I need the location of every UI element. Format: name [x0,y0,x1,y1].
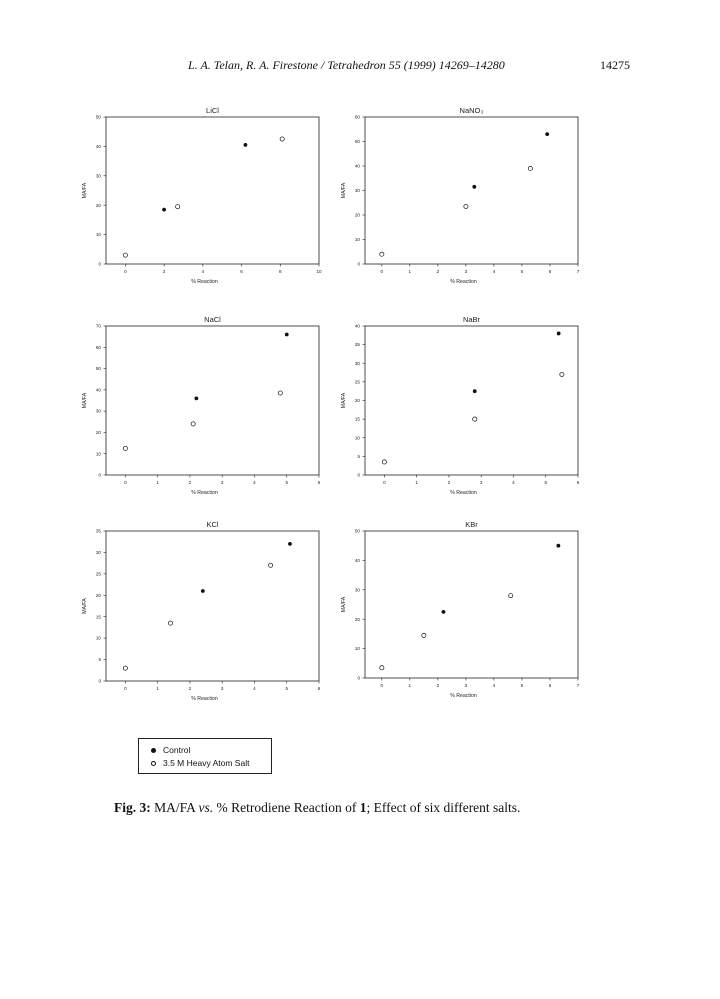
x-tick-label: 0 [383,480,386,485]
open-circle-icon [151,761,156,766]
y-tick-label: 50 [354,139,360,145]
y-tick-label: 0 [98,678,101,684]
y-tick-label: 30 [354,587,360,593]
x-tick-label: 4 [492,269,496,274]
panel-title: NaBr [462,315,481,324]
y-tick-label: 60 [95,344,101,350]
panel-title: NaCl [204,315,221,324]
y-tick-label: 40 [95,144,101,149]
data-point-control [545,132,549,136]
data-point-control [244,143,248,147]
x-axis-title: % Reaction [191,490,218,496]
caption-italic: vs. [198,800,214,815]
y-tick-label: 30 [354,188,360,194]
y-tick-label: 5 [357,453,360,459]
y-tick-label: 20 [95,202,101,208]
plot-frame [106,117,319,264]
x-tick-label: 0 [124,480,127,485]
y-tick-label: 20 [354,212,360,218]
y-tick-label: 40 [354,558,360,563]
x-tick-label: 7 [576,269,580,274]
y-tick-label: 10 [354,237,360,243]
x-tick-label: 4 [512,480,515,485]
filled-circle-icon [151,748,156,753]
panel-title: KBr [465,520,478,529]
x-tick-label: 2 [436,683,440,688]
x-tick-label: 6 [576,480,580,485]
data-point-salt [528,166,532,170]
y-tick-label: 40 [95,387,101,393]
y-tick-label: 0 [357,261,360,267]
y-tick-label: 0 [357,675,360,681]
data-point-control [285,333,289,337]
caption-text-c: ; Effect of six different salts. [366,800,521,815]
x-tick-label: 4 [253,686,256,691]
y-tick-label: 60 [354,114,360,120]
plot-frame [365,531,578,678]
data-point-salt [168,621,172,625]
data-point-control [442,610,446,614]
plot-frame [106,531,319,681]
x-tick-label: 5 [285,480,289,485]
y-tick-label: 10 [354,646,360,652]
data-point-salt [123,666,127,670]
x-tick-label: 3 [220,480,224,485]
x-axis-title: % Reaction [450,693,477,699]
x-tick-label: 0 [124,686,127,691]
data-point-salt [464,204,468,208]
x-tick-label: 1 [408,683,412,688]
caption-compound: 1 [359,800,367,815]
x-tick-label: 3 [464,683,468,688]
legend-item-salt [151,758,249,768]
y-axis-title: MA/FA [82,598,88,614]
y-tick-label: 5 [98,657,101,663]
x-tick-label: 8 [278,269,282,274]
data-point-control [556,544,560,548]
x-tick-label: 2 [162,269,166,274]
data-point-control [201,589,205,593]
chart-panel-6 [341,520,580,699]
y-tick-label: 20 [95,430,101,436]
y-tick-label: 35 [354,342,360,348]
x-tick-label: 0 [380,683,384,688]
data-point-salt [123,446,127,450]
y-axis-title: MA/FA [341,392,347,409]
data-point-salt [268,563,272,567]
data-point-salt [380,666,384,670]
y-tick-label: 30 [95,408,101,414]
x-tick-label: 2 [188,686,192,691]
y-tick-label: 15 [95,614,101,620]
data-point-salt [422,633,426,637]
x-axis-title: % Reaction [450,279,477,285]
y-tick-label: 30 [354,360,360,366]
legend [138,738,272,774]
y-tick-label: 70 [95,323,101,329]
y-tick-label: 30 [95,550,101,556]
x-tick-label: 5 [285,686,289,691]
x-tick-label: 4 [253,480,256,485]
y-tick-label: 20 [95,592,101,598]
data-point-salt [123,253,127,257]
x-tick-label: 5 [520,269,524,274]
x-tick-label: 6 [317,686,321,691]
y-tick-label: 10 [354,435,360,441]
y-tick-label: 25 [95,571,101,577]
x-tick-label: 3 [479,480,483,485]
y-tick-label: 40 [354,163,360,169]
x-tick-label: 4 [492,683,496,688]
y-tick-label: 30 [95,173,101,179]
x-tick-label: 0 [380,269,384,274]
data-point-control [288,542,292,546]
y-tick-label: 35 [95,528,101,534]
x-tick-label: 2 [188,480,192,485]
data-point-salt [191,422,195,426]
panel-title: LiCl [206,106,219,115]
plot-frame [106,326,319,475]
chart-panel-2 [341,106,580,285]
y-tick-label: 20 [354,616,360,622]
y-tick-label: 50 [95,114,101,120]
y-tick-label: 10 [95,635,101,641]
y-tick-label: 10 [95,232,101,238]
y-tick-label: 0 [357,472,360,478]
x-tick-label: 1 [156,686,159,691]
y-tick-label: 10 [95,451,101,457]
legend-item-control [151,745,190,755]
data-point-control [557,332,561,336]
y-tick-label: 50 [354,528,360,534]
x-tick-label: 3 [220,686,224,691]
y-axis-title: MA/FA [341,182,347,199]
y-tick-label: 40 [354,323,360,329]
data-point-salt [176,205,180,209]
data-point-salt [280,137,284,141]
x-tick-label: 7 [576,683,580,688]
data-point-salt [560,372,564,376]
caption-text-b: % Retrodiene Reaction of [213,800,360,815]
panel-title: KCl [206,520,219,529]
data-point-salt [380,252,384,256]
y-tick-label: 0 [98,261,101,267]
data-point-salt [278,391,282,395]
data-point-control [473,389,477,393]
panel-title: NaNO₃ [459,106,484,115]
chart-panel-3 [82,315,321,496]
x-tick-label: 5 [520,683,524,688]
y-tick-label: 50 [95,366,101,372]
y-tick-label: 25 [354,379,360,385]
data-point-salt [382,460,386,464]
caption-label: Fig. 3: [114,800,151,815]
x-tick-label: 3 [464,269,468,274]
plot-frame [365,326,578,475]
y-tick-label: 0 [98,472,101,478]
y-axis-title: MA/FA [341,596,347,613]
y-axis-title: MA/FA [82,392,88,409]
x-tick-label: 2 [447,480,451,485]
x-tick-label: 5 [544,480,548,485]
x-tick-label: 1 [408,269,412,274]
x-tick-label: 1 [156,480,159,485]
data-point-control [194,396,198,400]
x-axis-title: % Reaction [450,490,477,496]
legend-label-control: Control [163,745,191,755]
y-tick-label: 20 [354,398,360,404]
x-tick-label: 4 [201,269,205,274]
data-point-salt [473,417,477,421]
journal-citation: L. A. Telan, R. A. Firestone / Tetrahedron 55 (1999) 14269–14280 [188,58,505,72]
data-point-control [472,185,476,189]
chart-panel-4 [341,315,580,496]
data-point-control [162,208,166,212]
caption-text-a: MA/FA [150,800,199,815]
legend-label-salt: 3.5 M Heavy Atom Salt [163,758,250,768]
page-number: 14275 [600,58,630,72]
x-axis-title: % Reaction [191,279,218,285]
data-point-salt [509,594,513,598]
x-tick-label: 1 [415,480,418,485]
x-tick-label: 10 [316,269,322,274]
x-tick-label: 6 [548,269,552,274]
chart-panel-1 [82,106,322,285]
plot-frame [365,117,578,264]
x-tick-label: 0 [124,269,127,274]
y-axis-title: MA/FA [82,182,88,199]
y-tick-label: 15 [354,416,360,422]
chart-panel-5 [82,520,321,702]
x-tick-label: 6 [317,480,321,485]
x-tick-label: 6 [240,269,243,274]
x-axis-title: % Reaction [191,696,218,702]
x-tick-label: 2 [436,269,440,274]
figure-caption [114,800,520,816]
x-tick-label: 6 [548,683,552,688]
